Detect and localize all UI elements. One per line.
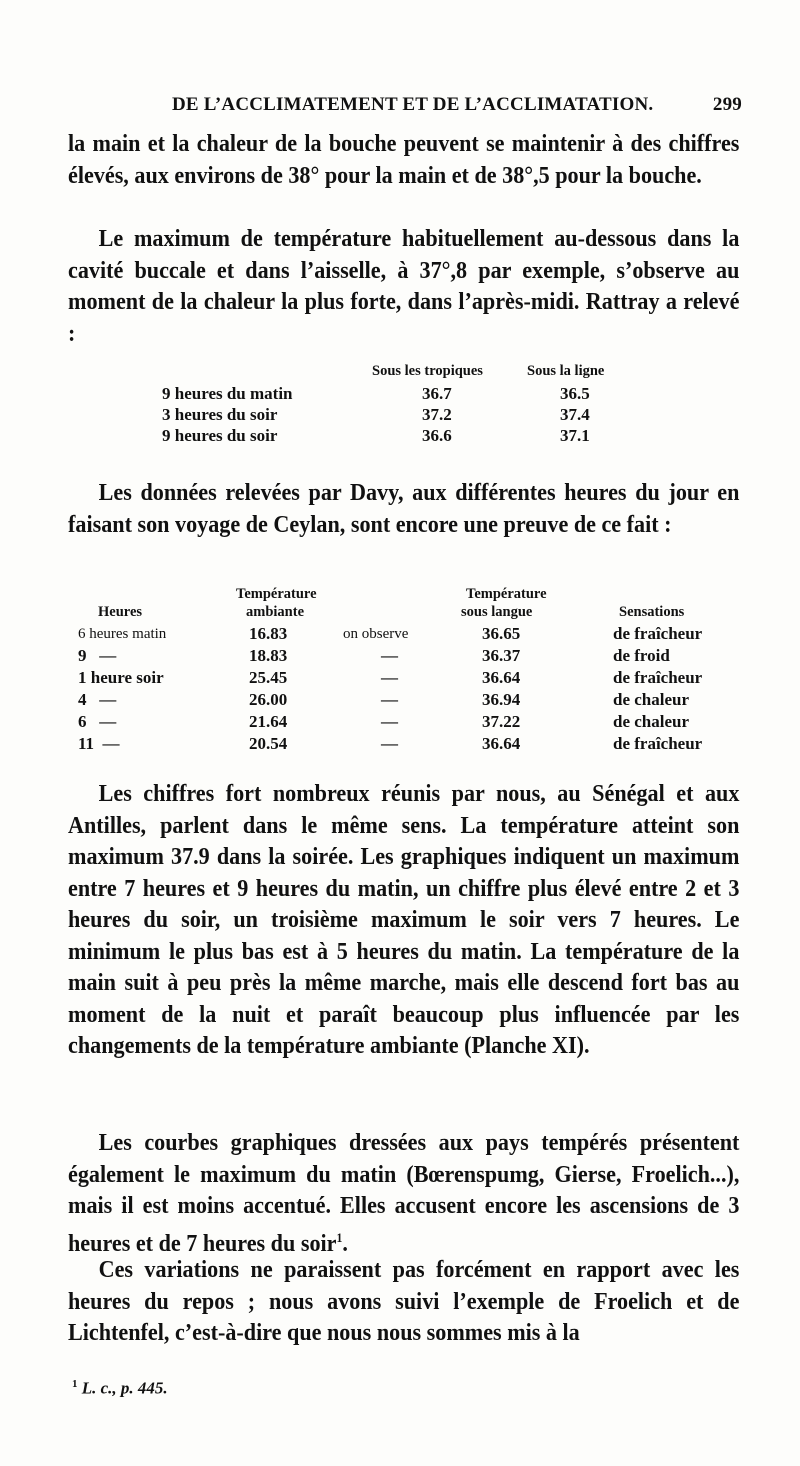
cell-sensation: de chaleur: [613, 690, 690, 709]
cell-ambiante: 25.45: [249, 668, 288, 687]
cell-langue: 37.22: [482, 712, 521, 731]
cell-value: 37.4: [560, 405, 590, 424]
cell-mid: —: [381, 734, 398, 753]
row-label: 9 heures du soir: [162, 426, 278, 445]
row-label: 9 heures du matin: [162, 384, 293, 403]
row-hour: 6 heures matin: [78, 626, 167, 642]
cell-value: 36.5: [560, 384, 590, 403]
cell-mid: —: [381, 668, 398, 687]
cell-mid: —: [381, 690, 398, 709]
cell-ambiante: 18.83: [249, 646, 288, 665]
paragraph-6: Ces variations ne paraissent pas forcément en rapport avec les heures du repos ; nous avons suivi l’exemple de Froelich et de Lichtenfel, c’est-à-dire que nous nous sommes mis à la: [68, 1256, 740, 1346]
cell-value: 36.6: [422, 426, 452, 445]
cell-sensation: de chaleur: [613, 712, 690, 731]
cell-sensation: de fraîcheur: [613, 668, 703, 687]
col-header-sensations: Sensations: [619, 604, 685, 620]
cell-mid: —: [381, 646, 398, 665]
paragraph-4-text: Les chiffres fort nombreux réunis par nous, au Sénégal et aux Antilles, parlent dans le même sens. La température atteint son maximum 37.9 dans la soirée. Les graphiques indiquent un maximum entre 7 heures et 9 heures du matin, un chiffre plus élevé entre 2 et 3 heures du soir, un troisième maximum le soir vers 7 heures. Le minimum le plus bas est à 5 heures du matin. La température de la main suit à peu près la même marche, mais elle descend fort bas au moment de la nuit et paraît beaucoup plus influencée par les changements de la température ambiante (Planche XI).: [68, 780, 740, 1059]
row-hour: 9 —: [78, 646, 117, 665]
row-hour: 4 —: [78, 690, 117, 709]
cell-sensation: de fraîcheur: [613, 624, 703, 643]
cell-ambiante: 16.83: [249, 624, 288, 643]
cell-value: 36.7: [422, 384, 452, 403]
col-header-langue-1: Température: [466, 586, 547, 602]
col-header-ambiante-2: ambiante: [246, 604, 304, 620]
cell-sensation: de froid: [613, 646, 670, 665]
col-header-langue-2: sous langue: [461, 604, 533, 620]
col-header-ambiante-1: Température: [236, 586, 317, 602]
footnote-ref: 1: [336, 1229, 343, 1245]
col-header-ligne: Sous la ligne: [527, 363, 605, 379]
cell-ambiante: 20.54: [249, 734, 288, 753]
cell-value: 37.1: [560, 426, 590, 445]
cell-langue: 36.64: [482, 734, 521, 753]
cell-ambiante: 21.64: [249, 712, 288, 731]
col-header-tropiques: Sous les tropiques: [372, 363, 483, 379]
paragraph-2: Le maximum de température habituellement au-dessous dans la cavité buccale et dans l’aisselle, à 37°,8 par exemple, s’observe au moment de la chaleur la plus forte, dans l’après-midi. Rattray a relevé :: [68, 225, 740, 347]
paragraph-4: [68, 778, 739, 1062]
footnote: [72, 1378, 168, 1399]
cell-langue: 36.64: [482, 668, 521, 687]
running-title: DE L’ACCLIMATEMENT ET DE L’ACCLIMATATION.: [172, 94, 654, 115]
row-hour: 1 heure soir: [78, 668, 164, 687]
paragraph-3: Les données relevées par Davy, aux différentes heures du jour en faisant son voyage de Ceylan, sont encore une preuve de ce fait :: [68, 479, 740, 538]
page-number: 299: [712, 94, 742, 115]
row-hour: 6 —: [78, 712, 117, 731]
cell-ambiante: 26.00: [249, 690, 288, 709]
row-hour: 11 —: [78, 734, 120, 753]
footnote-text: L. c., p. 445.: [81, 1378, 168, 1398]
paragraph-5-text: Les courbes graphiques dressées aux pays tempérés présentent également le maximum du matin (Bœrenspumg, Gierse, Froelich...), mais il est moins accentué. Elles accusent encore les ascensions de 3 heures et de 7 heures du soir: [68, 1129, 740, 1257]
footnote-marker: 1: [72, 1378, 78, 1390]
cell-sensation: de fraîcheur: [613, 734, 703, 753]
row-label: 3 heures du soir: [162, 405, 278, 424]
cell-langue: 36.37: [482, 646, 521, 665]
paragraph-1: la main et la chaleur de la bouche peuvent se maintenir à des chiffres élevés, aux environs de 38° pour la main et de 38°,5 pour la bouche.: [68, 130, 740, 189]
cell-langue: 36.94: [482, 690, 521, 709]
cell-value: 37.2: [422, 405, 452, 424]
cell-langue: 36.65: [482, 624, 521, 643]
cell-mid: on observe: [343, 626, 409, 642]
paragraph-5: Les courbes graphiques dressées aux pays tempérés présentent également le maximum du matin (Bœrenspumg, Gierse, Froelich...), mais il est moins accentué. Elles accusent encore les ascensions de 3 heures et de 7 heures du soir$^1$.: [68, 1129, 740, 1257]
col-header-heures: Heures: [98, 604, 143, 620]
cell-mid: —: [381, 712, 398, 731]
